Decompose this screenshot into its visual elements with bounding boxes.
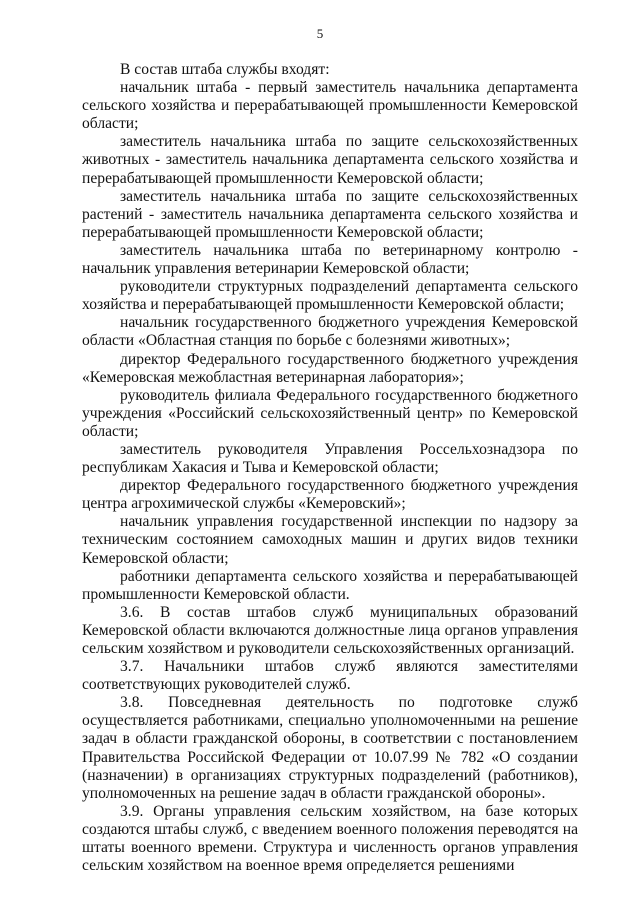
paragraph-section-3-8: 3.8. Повседневная деятельность по подготовке служб осуществляется работниками, специально уполномоченными на решение задач в области гражданской обороны, в соответствии с постановлением Правительства Российской Федерации от 10.07.99 № 782 «О создании (назначении) в организациях структурных подразделений (работников), уполномоченных на решение задач в области гражданской обороны». (82, 694, 578, 802)
paragraph-list-item: работники департамента сельского хозяйства и перерабатывающей промышленности Кемеровской области. (82, 567, 578, 603)
paragraph-list-item: начальник государственного бюджетного учреждения Кемеровской области «Областная станция по борьбе с болезнями животных»; (82, 314, 578, 350)
paragraph-list-item: заместитель руководителя Управления Россельхознадзора по республикам Хакасия и Тыва и Кемеровской области; (82, 440, 578, 477)
paragraph-list-item: директор Федерального государственного бюджетного учреждения центра агрохимической службы «Кемеровский»; (82, 477, 578, 513)
paragraph-list-item: начальник штаба - первый заместитель начальника департамента сельского хозяйства и перерабатывающей промышленности Кемеровской области; (82, 79, 578, 133)
paragraph-list-item: руководители структурных подразделений департамента сельского хозяйства и перерабатывающей промышленности Кемеровской области; (82, 278, 578, 314)
paragraph-list-item: заместитель начальника штаба по защите сельскохозяйственных животных - заместитель начальника департамента сельского хозяйства и перерабатывающей промышленности Кемеровской области; (82, 133, 578, 187)
paragraph-list-item: заместитель начальника штаба по ветеринарному контролю - начальник управления ветеринарии Кемеровской области; (82, 241, 578, 278)
paragraph-section-3-9: 3.9. Органы управления сельским хозяйством, на базе которых создаются штабы служб, с введением военного положения переводятся на штаты военного времени. Структура и численность органов управления сельским хозяйством на военное время определяется решениями (82, 802, 578, 875)
paragraph-list-item: начальник управления государственной инспекции по надзору за техническим состоянием самоходных машин и других видов техники Кемеровской области; (82, 513, 578, 567)
document-body (82, 61, 578, 875)
paragraph-list-item: заместитель начальника штаба по защите сельскохозяйственных растений - заместитель начальника департамента сельского хозяйства и перерабатывающей промышленности Кемеровской области; (82, 187, 578, 241)
paragraph-section-3-7: 3.7. Начальники штабов служб являются заместителями соответствующих руководителей служб. (82, 658, 578, 694)
paragraph-list-item: директор Федерального государственного бюджетного учреждения «Кемеровская межобластная ветеринарная лаборатория»; (82, 350, 578, 386)
paragraph-intro: В состав штаба службы входят: (120, 61, 330, 78)
page-number: 5 (316, 26, 324, 41)
paragraph-section-3-6: 3.6. В состав штабов служб муниципальных образований Кемеровской области включаются должностные лица органов управления сельским хозяйством и руководители сельскохозяйственных организаций. (82, 603, 578, 657)
paragraph-list-item: руководитель филиала Федерального государственного бюджетного учреждения «Российский сельскохозяйственный центр» по Кемеровской области; (82, 386, 578, 440)
